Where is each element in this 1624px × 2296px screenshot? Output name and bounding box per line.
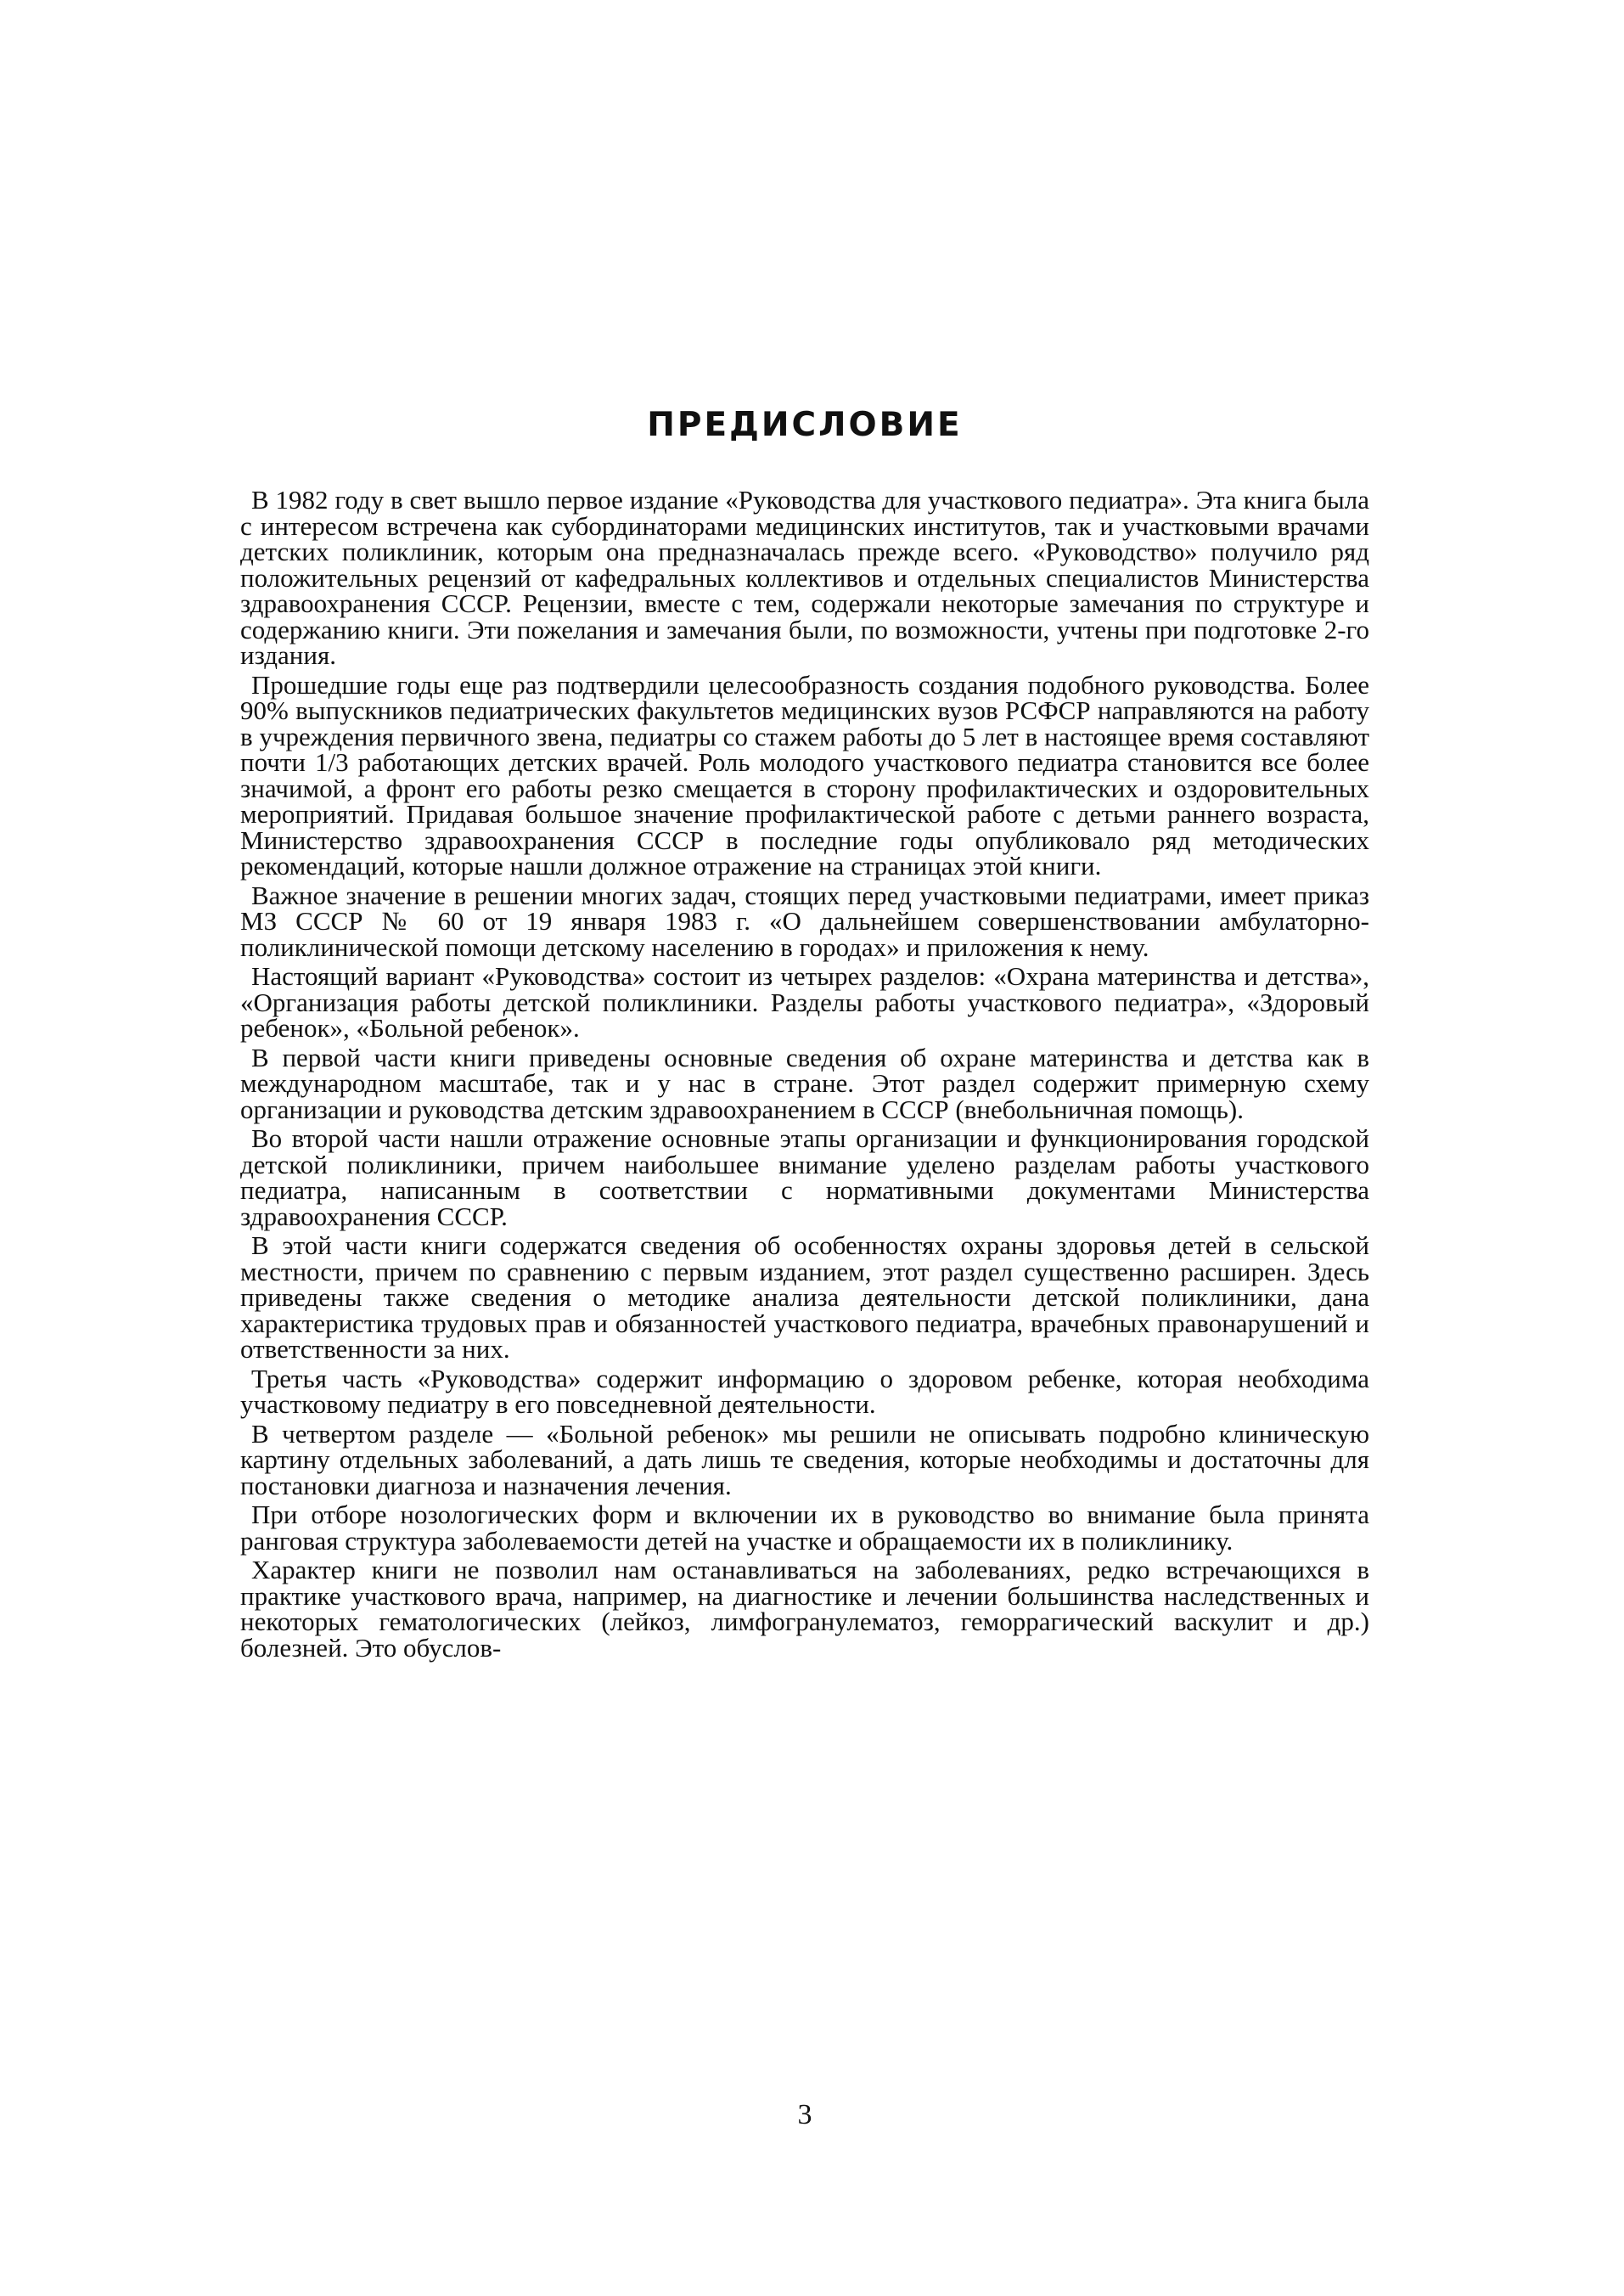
paragraph: В первой части книги приведены основные сведения об охране материнства и детства как в международном масштабе, так и у нас в стране. Этот раздел содержит примерную схему организации и руководства детским здравоохранением в СССР (внебольничная помощь). <box>240 1042 1369 1124</box>
paragraph: В 1982 году в свет вышло первое издание «Руководства для участкового педиатра». Эта книга была с интересом встречена как субординаторами медицинских институтов, так и участковыми врачами детских поликлиник, которым она предназначалась прежде всего. «Руководство» получило ряд положительных рецензий от кафедральных коллективов и отдельных специалистов Министерства здравоохранения СССР. Рецензии, вместе с тем, содержали некоторые замечания по структуре и содержанию книги. Эти пожелания и замечания были, по возможности, учтены при подготовке 2-го издания. <box>240 485 1369 670</box>
paragraph: Характер книги не позволил нам останавливаться на заболеваниях, редко встречающихся в практике участкового врача, например, на диагностике и лечении большинства наследственных и некоторых гематологических (лейкоз, лимфогранулематоз, геморрагический васкулит и др.) болезней. Это обуслов- <box>240 1555 1369 1663</box>
paragraph: Третья часть «Руководства» содержит информацию о здоровом ребенке, которая необходима участковому педиатру в его повседневной деятельности. <box>240 1363 1369 1419</box>
preface-body <box>240 487 1369 1664</box>
paragraph: В четвертом разделе — «Больной ребенок» мы решили не описывать подробно клиническую картину отдельных заболеваний, а дать лишь те сведения, которые необходимы и достаточны для постановки диагноза и назначения лечения. <box>240 1418 1369 1500</box>
paragraph: Настоящий вариант «Руководства» состоит из четырех разделов: «Охрана материнства и детства», «Организация работы детской поликлиники. Разделы работы участкового педиатра», «Здоровый ребенок», «Больной ребенок». <box>240 961 1369 1043</box>
page-number: 3 <box>797 2099 812 2130</box>
document-page <box>240 0 1369 2296</box>
paragraph: При отборе нозологических форм и включении их в руководство во внимание была принята ранговая структура заболеваемости детей на участке и обращаемости их в поликлинику. <box>240 1500 1369 1556</box>
paragraph: Прошедшие годы еще раз подтвердили целесообразность создания подобного руководства. Более 90% выпускников педиатрических факультетов медицинских вузов РСФСР направляются на работу в учреждения первичного звена, педиатры со стажем работы до 5 лет в настоящее время составляют почти 1/3 работающих детских врачей. Роль молодого участкового педиатра становится все более значимой, а фронт его работы резко смещается в сторону профилактических и оздоровительных мероприятий. Придавая большое значение профилактической работе с детьми раннего возраста, Министерство здравоохранения СССР в последние годы опубликовало ряд методических рекомендаций, которые нашли должное отражение на страницах этой книги. <box>240 669 1369 881</box>
paragraph: В этой части книги содержатся сведения об особенностях охраны здоровья детей в сельской местности, причем по сравнению с первым изданием, этот раздел существенно расширен. Здесь приведены также сведения о методике анализа деятельности детской поликлиники, дана характеристика трудовых прав и обязанностей участкового педиатра, врачебных правонарушений и ответственности за них. <box>240 1230 1369 1364</box>
paragraph: Во второй части нашли отражение основные этапы организации и функционирования городской детской поликлиники, причем наибольшее внимание уделено разделам работы участкового педиатра, написанным в соответствии с нормативными документами Министерства здравоохранения СССР. <box>240 1123 1369 1231</box>
paragraph: Важное значение в решении многих задач, стоящих перед участковыми педиатрами, имеет приказ МЗ СССР № 60 от 19 января 1983 г. «О дальнейшем совершенствовании амбулаторно-поликлинической помощи детскому населению в городах» и приложения к нему. <box>240 880 1369 962</box>
page-title: ПРЕДИСЛОВИЕ <box>647 406 963 444</box>
